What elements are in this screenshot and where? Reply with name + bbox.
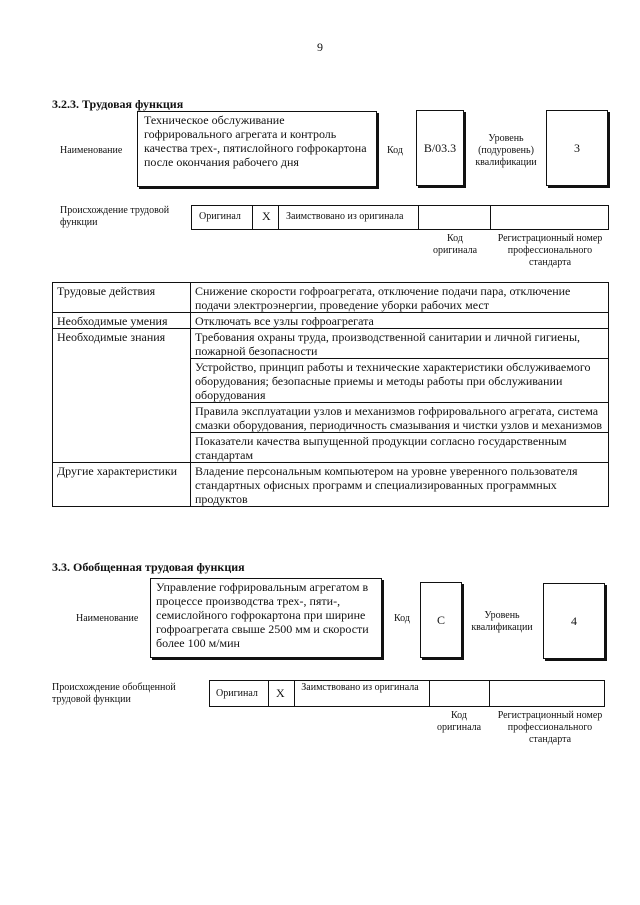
row-value: Требования охраны труда, производственной санитарии и личной гигиены, пожарной безопасности [191,329,609,359]
section1-details-table [52,282,609,507]
section2-reg-number-label: Регистрационный номер профессионального стандарта [497,710,603,745]
page-number: 9 [317,40,323,54]
section2-code-label: Код [394,613,410,624]
section1-origin-label: Происхождение трудовой функции [60,205,170,228]
row-value: Устройство, принцип работы и технические характеристики обслуживаемого оборудования; безопасные приемы и методы работы при обслуживании оборудования [191,359,609,403]
section2-name-label: Наименование [76,613,139,624]
section1-level-box [546,110,608,186]
section1-code-box [416,110,464,186]
section1-reg-number-label: Регистрационный номер профессионального стандарта [497,233,603,268]
row-label: Необходимые умения [53,313,191,329]
row-value: Отключать все узлы гофроагрегата [191,313,609,329]
table-row [53,283,609,313]
row-value: Правила эксплуатации узлов и механизмов гофрировального агрегата, система смазки оборудования, периодичность смазывания и чистки узлов и механизмов [191,403,609,433]
section1-code-original-label: Код оригинала [432,233,478,256]
section2-original-mark: X [276,686,285,700]
section1-code-value: B/03.3 [423,141,457,155]
row-value: Показатели качества выпущенной продукции согласно государственным стандартам [191,433,609,463]
section2-code-box [420,582,462,658]
section2-name-box [150,578,382,658]
section1-level-value: 3 [574,141,580,155]
table-row [53,329,609,359]
row-label: Трудовые действия [53,283,191,313]
row-label: Необходимые знания [53,329,191,463]
section1-code-label: Код [387,145,403,156]
section1-name-label: Наименование [60,145,123,156]
row-value: Снижение скорости гофроагрегата, отключение подачи пара, отключение подачи электроэнергии, проведение уборки рабочих мест [191,283,609,313]
section1-original-label: Оригинал [199,211,241,222]
section2-level-label: Уровень квалификации [471,610,533,633]
table-row [53,463,609,507]
section2-original-label: Оригинал [216,688,258,699]
section2-heading: 3.3. Обобщенная трудовая функция [52,560,245,574]
section1-name-box [137,111,377,187]
section2-name-value: Управление гофрировальным агрегатом в процессе производства трех-, пяти-, семислойного гофрокартона при ширине гофроагрегата свыше 2500 мм и скорости более 100 м/мин [156,580,369,650]
section2-code-value: C [436,613,445,627]
section2-code-original-label: Код оригинала [436,710,482,733]
section2-borrowed-label: Заимствовано из оригинала [301,682,419,693]
row-label: Другие характеристики [53,463,191,507]
section2-level-value: 4 [571,614,577,628]
section1-heading: 3.2.3. Трудовая функция [52,97,184,111]
section1-borrowed-label: Заимствовано из оригинала [286,211,404,222]
section1-original-mark: X [262,209,271,223]
section1-level-label: Уровень (подуровень) квалификации [475,133,537,168]
row-value: Владение персональным компьютером на уровне уверенного пользователя стандартных офисных программ и специализированных программных продуктов [191,463,609,507]
section1-name-value: Техническое обслуживание гофрировального агрегата и контроль качества трех-, пятислойного гофрокартона после окончания рабочего дня [144,113,367,169]
section2-origin-label: Происхождение обобщенной трудовой функции [52,682,176,705]
table-row [53,313,609,329]
section2-level-box [543,583,605,659]
